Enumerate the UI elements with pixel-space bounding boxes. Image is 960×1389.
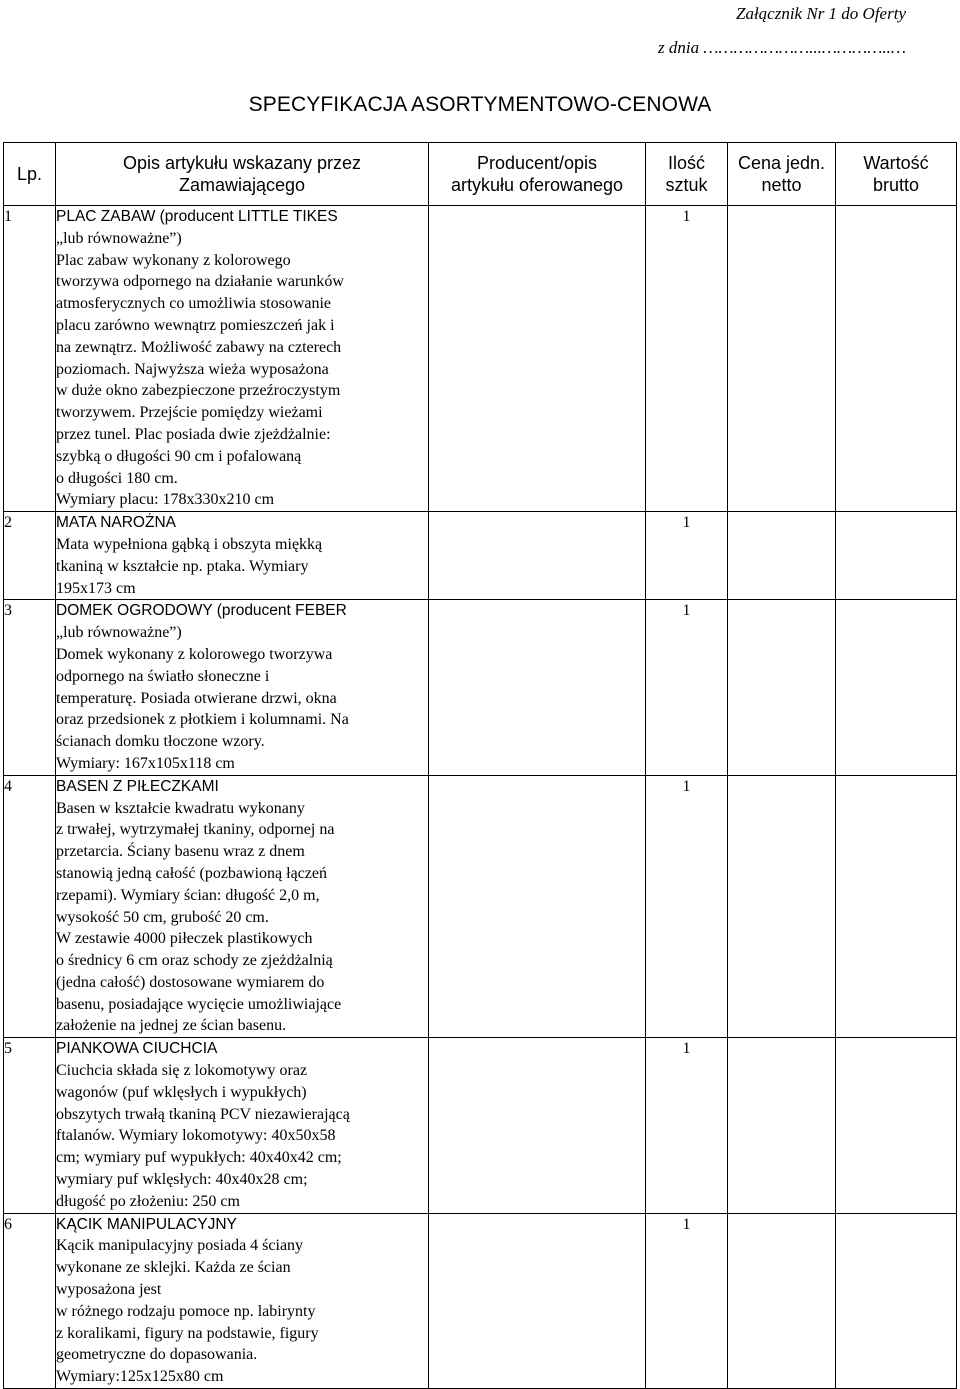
item-description-line: (jedna całość) dostosowane wymiarem do [56,973,325,991]
quantity-cell: 1 [646,206,728,512]
unit-price-cell [728,1213,836,1388]
item-description-line: wykonane ze sklejki. Każda ze ścian [56,1259,291,1277]
header-lp: Lp. [4,143,56,206]
item-description-line: obszytych trwałą tkaniną PCV niezawierającą [56,1105,350,1123]
item-description-line: temperaturę. Posiada otwierane drzwi, okna [56,689,337,707]
item-description-line: przez tunel. Plac posiada dwie zjeżdżalnie: [56,425,331,443]
specification-table [3,142,957,1389]
row-description [56,1213,429,1388]
item-title: MATA NAROŻNA [56,514,176,532]
table-row [4,1213,957,1388]
unit-price-cell [728,1038,836,1213]
item-description-line: „lub równoważne”) [56,229,182,247]
item-description-line: o długości 180 cm. [56,469,178,487]
unit-price-cell [728,512,836,600]
item-description-line: Mata wypełniona gąbką i obszyta miękką [56,535,323,553]
item-description-line: tworzywem. Przejście pomiędzy wieżami [56,404,323,422]
unit-price-cell [728,775,836,1038]
item-description-line: rzepami). Wymiary ścian: długość 2,0 m, [56,886,320,904]
header-description-line: Zamawiającego [178,175,306,195]
gross-value-cell [836,512,957,600]
row-description [56,600,429,775]
item-description-line: Wymiary:125x125x80 cm [56,1368,224,1386]
producer-cell [429,600,646,775]
table-row [4,775,957,1038]
row-description [56,512,429,600]
item-description-line: basenu, posiadające wycięcie umożliwiające [56,995,342,1013]
row-number: 6 [4,1213,56,1388]
gross-value-cell [836,206,957,512]
header-producer [429,143,646,206]
annex-title: Załącznik Nr 1 do Oferty [736,4,906,23]
item-description-line: wymiary puf wklęsłych: 40x40x28 cm; [56,1171,308,1189]
item-title: PIANKOWA CIUCHCIA [56,1040,218,1058]
producer-cell [429,1213,646,1388]
quantity-cell: 1 [646,512,728,600]
row-number: 4 [4,775,56,1038]
header-quantity-line: Ilość [667,153,705,173]
quantity-cell: 1 [646,1038,728,1213]
item-description-line: oraz przedsionek z płotkiem i kolumnami. Na [56,711,349,729]
header-gross-value [836,143,957,206]
table-header-row [4,143,957,206]
item-description-line: stanowią jedną całość (pozbawioną łączeń [56,864,327,882]
item-description-line: na zewnątrz. Możliwość zabawy na czterech [56,338,342,356]
unit-price-cell [728,600,836,775]
row-description [56,1038,429,1213]
item-description-line: wyposażona jest [56,1281,162,1299]
header-gross-value-line: Wartość [863,153,929,173]
item-title: PLAC ZABAW (producent LITTLE TIKES [56,208,338,225]
item-description-line: tworzywa odpornego na działanie warunków [56,273,344,291]
item-description-line: W zestawie 4000 piłeczek plastikowych [56,930,313,948]
item-title: DOMEK OGRODOWY (producent FEBER [56,602,347,620]
header-unit-price-line: netto [761,175,802,195]
item-description-line: z koralikami, figury na podstawie, figury [56,1324,319,1342]
item-description-line: 195x173 cm [56,579,136,597]
annex-date-line: z dnia …………………...…………..… [658,38,906,57]
table-row [4,512,957,600]
item-description-line: założenie na jednej ze ścian basenu. [56,1017,287,1035]
item-description-line: wysokość 50 cm, grubość 20 cm. [56,908,269,926]
item-description-line: ftalanów. Wymiary lokomotywy: 40x50x58 [56,1127,336,1145]
item-description-line: Kącik manipulacyjny posiada 4 ściany [56,1237,304,1255]
producer-cell [429,775,646,1038]
item-description-line: Wymiary: 167x105x118 cm [56,754,235,772]
item-description-line: o średnicy 6 cm oraz schody ze zjeżdżalnią [56,952,333,970]
item-description-line: w duże okno zabezpieczone przeźroczystym [56,382,341,400]
item-description-line: Wymiary placu: 178x330x210 cm [56,491,275,509]
table-row [4,206,957,512]
header-producer-line: Producent/opis [476,153,598,173]
header-unit-price-line: Cena jedn. [737,153,826,173]
header-quantity [646,143,728,206]
row-description [56,206,429,512]
item-description-line: tkaniną w kształcie np. ptaka. Wymiary [56,557,309,575]
header-description [56,143,429,206]
unit-price-cell [728,206,836,512]
row-number: 1 [4,206,56,512]
item-description-line: placu zarówno wewnątrz pomieszczeń jak i [56,316,335,334]
gross-value-cell [836,775,957,1038]
item-description-line: Basen w kształcie kwadratu wykonany [56,799,305,817]
item-description-line: poziomach. Najwyższa wieża wyposażona [56,360,329,378]
row-number: 3 [4,600,56,775]
item-description-line: z trwałej, wytrzymałej tkaniny, odpornej na [56,821,335,839]
item-description-line: przetarcia. Ściany basenu wraz z dnem [56,843,305,861]
table-body [4,206,957,1389]
gross-value-cell [836,600,957,775]
item-description-line: „lub równoważne”) [56,624,182,642]
item-description-line: Domek wykonany z kolorowego tworzywa [56,645,333,663]
document-title: SPECYFIKACJA ASORTYMENTOWO-CENOWA [248,93,712,116]
producer-cell [429,1038,646,1213]
table-row [4,600,957,775]
item-description-line: cm; wymiary puf wypukłych: 40x40x42 cm; [56,1149,342,1167]
item-description-line: wagonów (puf wklęsłych i wypukłych) [56,1083,307,1101]
item-description-line: Plac zabaw wykonany z kolorowego [56,251,291,269]
row-number: 5 [4,1038,56,1213]
row-number: 2 [4,512,56,600]
item-description-line: szybką o długości 90 cm i pofalowaną [56,447,302,465]
producer-cell [429,512,646,600]
gross-value-cell [836,1213,957,1388]
item-title: BASEN Z PIŁECZKAMI [56,777,219,795]
quantity-cell: 1 [646,600,728,775]
item-description-line: ścianach domku tłoczone wzory. [56,733,265,751]
item-description-line: geometryczne do dopasowania. [56,1346,258,1364]
quantity-cell: 1 [646,1213,728,1388]
annex-header [658,0,906,65]
quantity-cell: 1 [646,775,728,1038]
item-title: KĄCIK MANIPULACYJNY [56,1215,237,1233]
producer-cell [429,206,646,512]
item-description-line: w różnego rodzaju pomoce np. labirynty [56,1302,316,1320]
item-description-line: odpornego na światło słoneczne i [56,667,270,685]
item-description-line: długość po złożeniu: 250 cm [56,1192,240,1210]
header-quantity-line: sztuk [665,175,708,195]
table-row [4,1038,957,1213]
header-producer-line: artykułu oferowanego [450,175,624,195]
row-description [56,775,429,1038]
item-description-line: Ciuchcia składa się z lokomotywy oraz [56,1062,308,1080]
header-description-line: Opis artykułu wskazany przez [122,153,362,173]
header-gross-value-line: brutto [872,175,920,195]
header-unit-price [728,143,836,206]
gross-value-cell [836,1038,957,1213]
item-description-line: atmosferycznych co umożliwia stosowanie [56,295,332,313]
